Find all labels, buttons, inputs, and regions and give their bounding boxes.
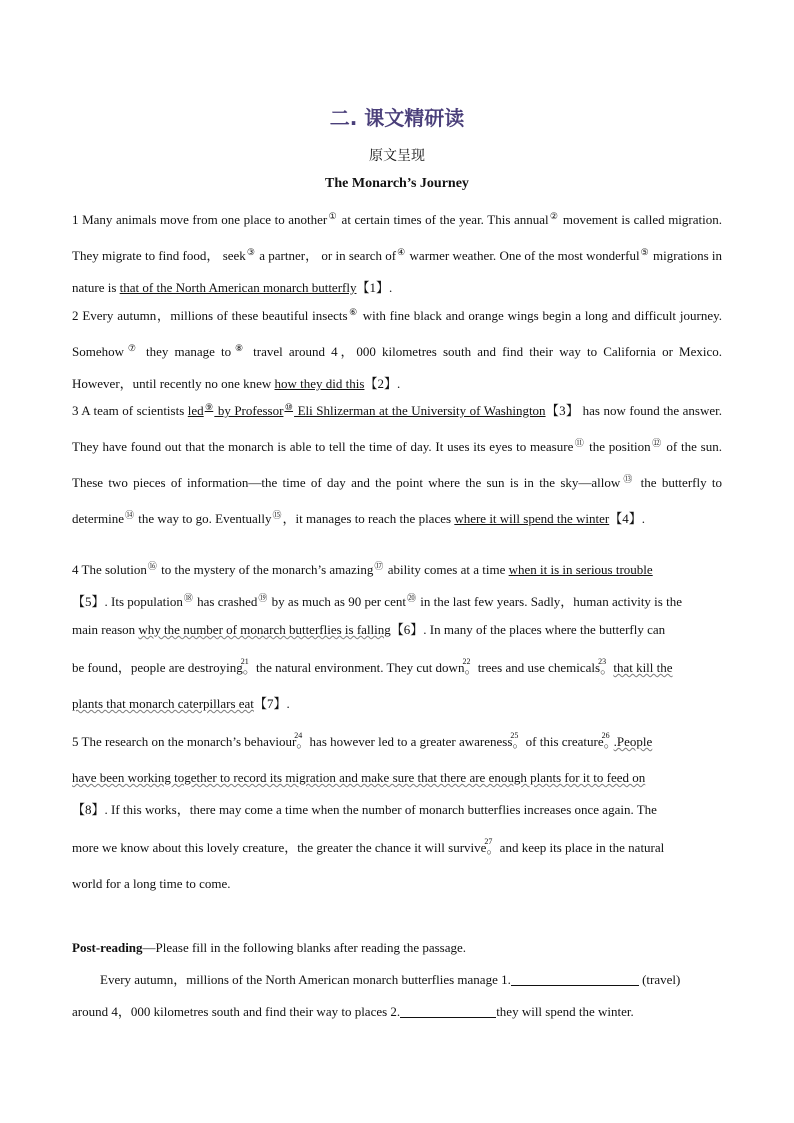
footnote-marker: ⑳ — [406, 593, 416, 603]
underlined-phrase: that of the North American monarch butterfly — [119, 280, 357, 295]
paragraph-2: 2 Every autumn，millions of these beautiful insects⑥ with fine black and orange wings begin a long and difficult journey. Somehow⑦ they manage to⑧ travel around 4，000 kilometres south and find their way to California or Mexico. However，until recently no one knew how they did this【2】. — [72, 307, 723, 391]
footnote-marker: 24 ○ — [294, 731, 303, 751]
underlined-phrase: how they did this — [274, 376, 365, 391]
blank-2-field[interactable] — [400, 1003, 496, 1018]
subtitle: 原文呈现 — [369, 148, 425, 164]
footnote-marker: 25 ○ — [510, 731, 519, 751]
paragraph-4-line-3: main reason why the number of monarch butterflies is falling【6】. In many of the places where the butterfly can — [72, 622, 666, 637]
paragraph-5-line-4: more we know about this lovely creature，the greater the chance it will survive 27 ○ and keep its place in the natural — [72, 837, 665, 857]
underlined-phrase: .People — [613, 734, 653, 749]
footnote-marker: ② — [549, 211, 559, 221]
paragraph-4-line-4: be found，people are destroying 21 ○ the natural environment. They cut down 22 ○ trees and use chemicals 23 ○ that kill the — [72, 657, 673, 677]
footnote-marker: 26 ○ — [601, 731, 610, 751]
footnote-marker: ⑯ — [147, 561, 157, 571]
footnote-marker: 22 ○ — [462, 657, 471, 677]
paragraph-5-line-5: world for a long time to come. — [72, 876, 231, 891]
underlined-phrase: have been working together to record its migration and make sure that there are enough plants for it to feed on — [72, 770, 646, 785]
paragraph-5-line-1: 5 The research on the monarch’s behaviour 24 ○ has however led to a greater awareness 25 ○ of this creature 26 ○ .People — [72, 731, 653, 751]
post-reading-label: Post-reading — [72, 940, 143, 955]
underlined-phrase: plants that monarch caterpillars eat — [72, 696, 254, 711]
footnote-marker: ③ — [246, 247, 255, 257]
footnote-marker: ⑧ — [232, 343, 246, 353]
underlined-phrase: where it will spend the winter — [454, 511, 610, 526]
footnote-marker: ⑦ — [125, 343, 139, 353]
footnote-marker: ⑮ — [272, 510, 282, 520]
footnote-marker: ⑤ — [640, 247, 649, 257]
footnote-marker: ⑱ — [183, 593, 193, 603]
section-title: 二. 课文精研读 — [329, 106, 465, 130]
paragraph-4-line-1: 4 The solution⑯ to the mystery of the monarch’s amazing⑰ ability comes at a time when it is in serious trouble — [72, 561, 653, 577]
footnote-marker: ⑰ — [374, 561, 384, 571]
blank-1-field[interactable] — [511, 971, 639, 986]
underlined-phrase: that kill the — [613, 660, 673, 675]
post-reading-line-2: around 4，000 kilometres south and find their way to places 2. they will spend the winter. — [72, 1004, 634, 1019]
underlined-phrase: led — [187, 403, 204, 418]
paragraph-3: 3 A team of scientists led⑨ by Professor⑩ Eli Shlizerman at the University of Washington【3】 has now found the answer. They have found out that the monarch is able to tell the time of day. It uses its eyes to measure⑪ the position⑫ of the sun. These two pieces of information—the time of day and the point where the sun is in the sky—allow⑬ the butterfly to determine⑭ the way to go. Eventually⑮，it manages to reach the places where it will spend the winter【4】. — [72, 402, 722, 526]
footnote-marker: 23 ○ — [598, 657, 607, 677]
paragraph-4-line-5: plants that monarch caterpillars eat【7】. — [72, 696, 290, 711]
footnote-marker: ⑭ — [124, 510, 134, 520]
footnote-marker: ⑪ — [574, 438, 585, 448]
passage-title: The Monarch’s Journey — [325, 176, 469, 191]
underlined-phrase: when it is in serious trouble — [508, 562, 653, 577]
footnote-marker: ⑬ — [621, 474, 635, 484]
paragraph-5-line-2 — [72, 762, 722, 794]
post-reading-line-1: Every autumn，millions of the North American monarch butterflies manage 1. (travel) — [100, 972, 681, 987]
paragraph-4-line-2: 【5】. Its population⑱ has crashed⑲ by as much as 90 per cent⑳ in the last few years. Sadly，human activity is the — [72, 593, 682, 609]
footnote-marker: ⑲ — [258, 593, 268, 603]
footnote-marker: ⑨ — [204, 402, 214, 412]
post-reading-instruction: Post-reading—Please fill in the following blanks after reading the passage. — [72, 940, 467, 955]
footnote-marker: ⑥ — [348, 307, 358, 317]
underlined-phrase: why the number of monarch butterflies is falling — [138, 622, 391, 637]
footnote-marker: ⑩ — [284, 402, 294, 412]
footnote-marker: 21 ○ — [240, 657, 249, 677]
footnote-marker: ⑫ — [651, 438, 662, 448]
paragraph-5-line-3: 【8】. If this works，there may come a time when the number of monarch butterflies increases once again. The — [72, 802, 657, 817]
footnote-marker: 27 ○ — [484, 837, 493, 857]
footnote-marker: ④ — [397, 247, 406, 257]
paragraph-1: 1 Many animals move from one place to another① at certain times of the year. This annual② movement is called migration. They migrate to find food， seek③ a partner， or in search of④ warmer weather. One of the most wonderful⑤ migrations in nature is that of the North American monarch butterfly【1】. — [72, 211, 723, 295]
footnote-marker: ① — [328, 211, 337, 221]
